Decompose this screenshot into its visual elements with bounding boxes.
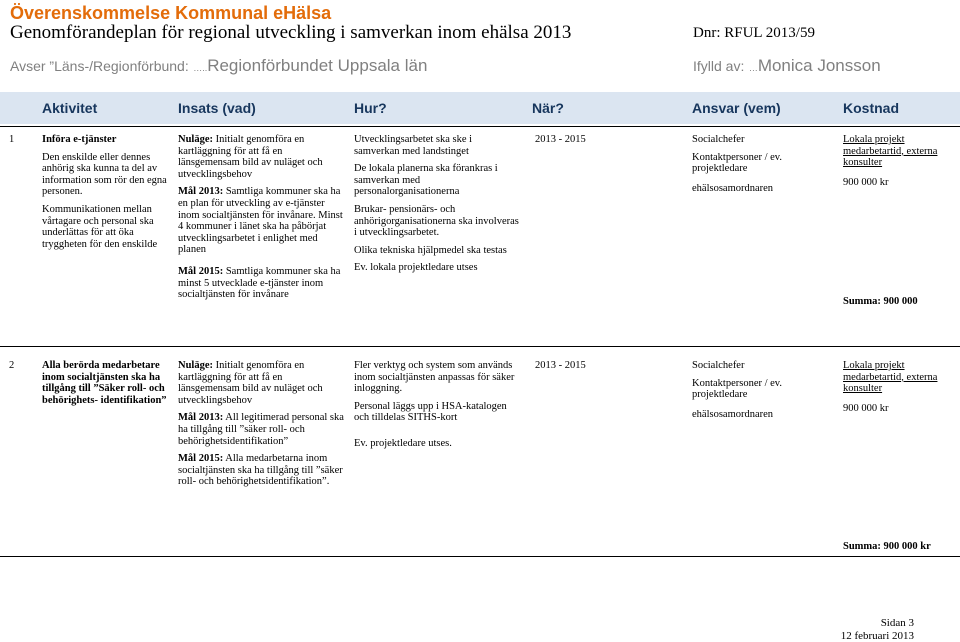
avser-dots: ….. bbox=[193, 63, 208, 73]
mal-2015-text: Alla medarbetarna inom socialtjänsten ska ha tillgång till ”säker roll- och behörighetsidentifikation”. bbox=[178, 453, 343, 488]
col-nar: När? bbox=[532, 100, 564, 116]
page-number: Sidan 3 bbox=[880, 617, 914, 629]
row-number: 1 bbox=[9, 134, 15, 145]
ansvar-cell bbox=[692, 360, 812, 426]
kostnad-cell bbox=[843, 134, 953, 194]
dnr-label: Dnr: RFUL 2013/59 bbox=[693, 25, 815, 41]
col-insats: Insats (vad) bbox=[178, 100, 256, 116]
kostnad-title: Lokala projekt medarbetartid, externa konsulter bbox=[843, 360, 938, 395]
ansvar-item: ehälsosamordnaren bbox=[692, 182, 774, 194]
mal-2015-text: Samtliga kommuner ska ha minst 5 utvecklade e-tjänster inom socialtjänsten för invånare bbox=[178, 265, 341, 301]
kostnad-title: Lokala projekt medarbetartid, externa konsulter bbox=[843, 134, 938, 169]
mal-2015-label: Mål 2015: bbox=[178, 265, 224, 277]
row-divider bbox=[0, 556, 960, 557]
nar-cell: 2013 - 2015 bbox=[535, 134, 586, 145]
insats-cell bbox=[178, 360, 344, 494]
kostnad-cell bbox=[843, 360, 953, 420]
ansvar-item: Kontaktpersoner / ev. projektledare bbox=[692, 151, 782, 175]
activity-title: Införa e-tjänster bbox=[42, 134, 117, 145]
mal-2015-label: Mål 2015: bbox=[178, 453, 224, 465]
summa-total: Summa: 900 000 kr bbox=[843, 541, 931, 552]
hur-item: De lokala planerna ska förankras i samverkan med personalorganisationerna bbox=[354, 163, 498, 198]
hur-item: Utvecklingsarbetet ska ske i samverkan med landstinget bbox=[354, 134, 473, 157]
org-title: Överenskommelse Kommunal eHälsa bbox=[10, 3, 332, 23]
ansvar-item: Socialchefer bbox=[692, 360, 745, 371]
nulage-text: Initialt genomföra en kartläggning för att få en länsgemensam bild av nuläget och utvecklingsbehov bbox=[178, 360, 323, 406]
col-aktivitet: Aktivitet bbox=[42, 100, 98, 116]
avser-value: Regionförbundet Uppsala län bbox=[207, 56, 428, 75]
summa-total: Summa: 900 000 bbox=[843, 296, 918, 307]
hur-item: Brukar- pensionärs- och anhörigorganisationerna ska involveras i utvecklingsarbetet. bbox=[354, 203, 519, 239]
hur-item: Fler verktyg och system som används inom socialtjänsten anpassas för säker inloggning. bbox=[354, 360, 515, 395]
ansvar-item: Socialchefer bbox=[692, 134, 745, 145]
kostnad-amount: 900 000 kr bbox=[843, 402, 889, 414]
ifylld-value: Monica Jonsson bbox=[757, 56, 881, 75]
hur-item: Ev. lokala projektledare utses bbox=[354, 262, 478, 274]
ifylld-dots: … bbox=[748, 63, 758, 73]
activity-title: Alla berörda medarbetare inom socialtjänsten ska ha tillgång till ”Säker roll- och behörighets- identifikation” bbox=[42, 360, 167, 406]
activity-text: Kommunikationen mellan vårtagare och personal ska underlättas för att öka tryggheten för den enskilde bbox=[42, 203, 158, 250]
mal-2013-label: Mål 2013: bbox=[178, 186, 224, 198]
plan-title: Genomförandeplan för regional utveckling i samverkan inom ehälsa 2013 bbox=[10, 22, 572, 43]
avser-label: Avser ”Läns-/Regionförbund: bbox=[10, 58, 189, 74]
nulage-label: Nuläge: bbox=[178, 134, 213, 145]
hur-item: Personal läggs upp i HSA-katalogen och tilldelas SITHS-kort bbox=[354, 400, 507, 424]
ansvar-cell bbox=[692, 134, 812, 200]
kostnad-amount: 900 000 kr bbox=[843, 176, 889, 188]
column-header-band bbox=[0, 92, 960, 124]
avser-line bbox=[10, 56, 427, 76]
row-divider bbox=[0, 346, 960, 347]
mal-2013-text: All legitimerad personal ska ha tillgång till ”säker roll- och behörighetsidentifikation” bbox=[178, 412, 344, 447]
hur-item: Olika tekniska hjälpmedel ska testas bbox=[354, 244, 507, 256]
footer-date: 12 februari 2013 bbox=[840, 630, 914, 642]
activity-text: Den enskilde eller dennes anhörig ska kunna ta del av information som rör den egna personen. bbox=[42, 151, 167, 198]
col-kostnad: Kostnad bbox=[843, 100, 899, 116]
col-ansvar: Ansvar (vem) bbox=[692, 100, 781, 116]
ansvar-item: ehälsosamordnaren bbox=[692, 408, 774, 420]
mal-2013-label: Mål 2013: bbox=[178, 412, 224, 424]
hur-cell bbox=[354, 134, 520, 280]
col-hur: Hur? bbox=[354, 100, 387, 116]
ifylld-label: Ifylld av: bbox=[693, 58, 745, 74]
activity-cell bbox=[42, 134, 168, 256]
hur-cell bbox=[354, 360, 524, 456]
hur-item: Ev. projektledare utses. bbox=[354, 437, 452, 449]
ansvar-item: Kontaktpersoner / ev. projektledare bbox=[692, 377, 782, 401]
row-divider bbox=[0, 126, 960, 127]
nulage-label: Nuläge: bbox=[178, 360, 213, 371]
mal-2013-text: Samtliga kommuner ska ha en plan för utveckling av e-tjänster inom socialtjänsten för invånare. Minst 4 kommuner i länet ska ha påbörjat utvecklingsarbetet i enlighet med planen bbox=[178, 186, 343, 256]
nar-cell: 2013 - 2015 bbox=[535, 360, 586, 371]
insats-cell bbox=[178, 134, 344, 307]
row-number: 2 bbox=[9, 360, 15, 371]
ifylld-line bbox=[693, 56, 881, 76]
nulage-text: Initialt genomföra en kartläggning för att få en länsgemensam bild av nuläget och utvecklingsbehov bbox=[178, 134, 323, 180]
